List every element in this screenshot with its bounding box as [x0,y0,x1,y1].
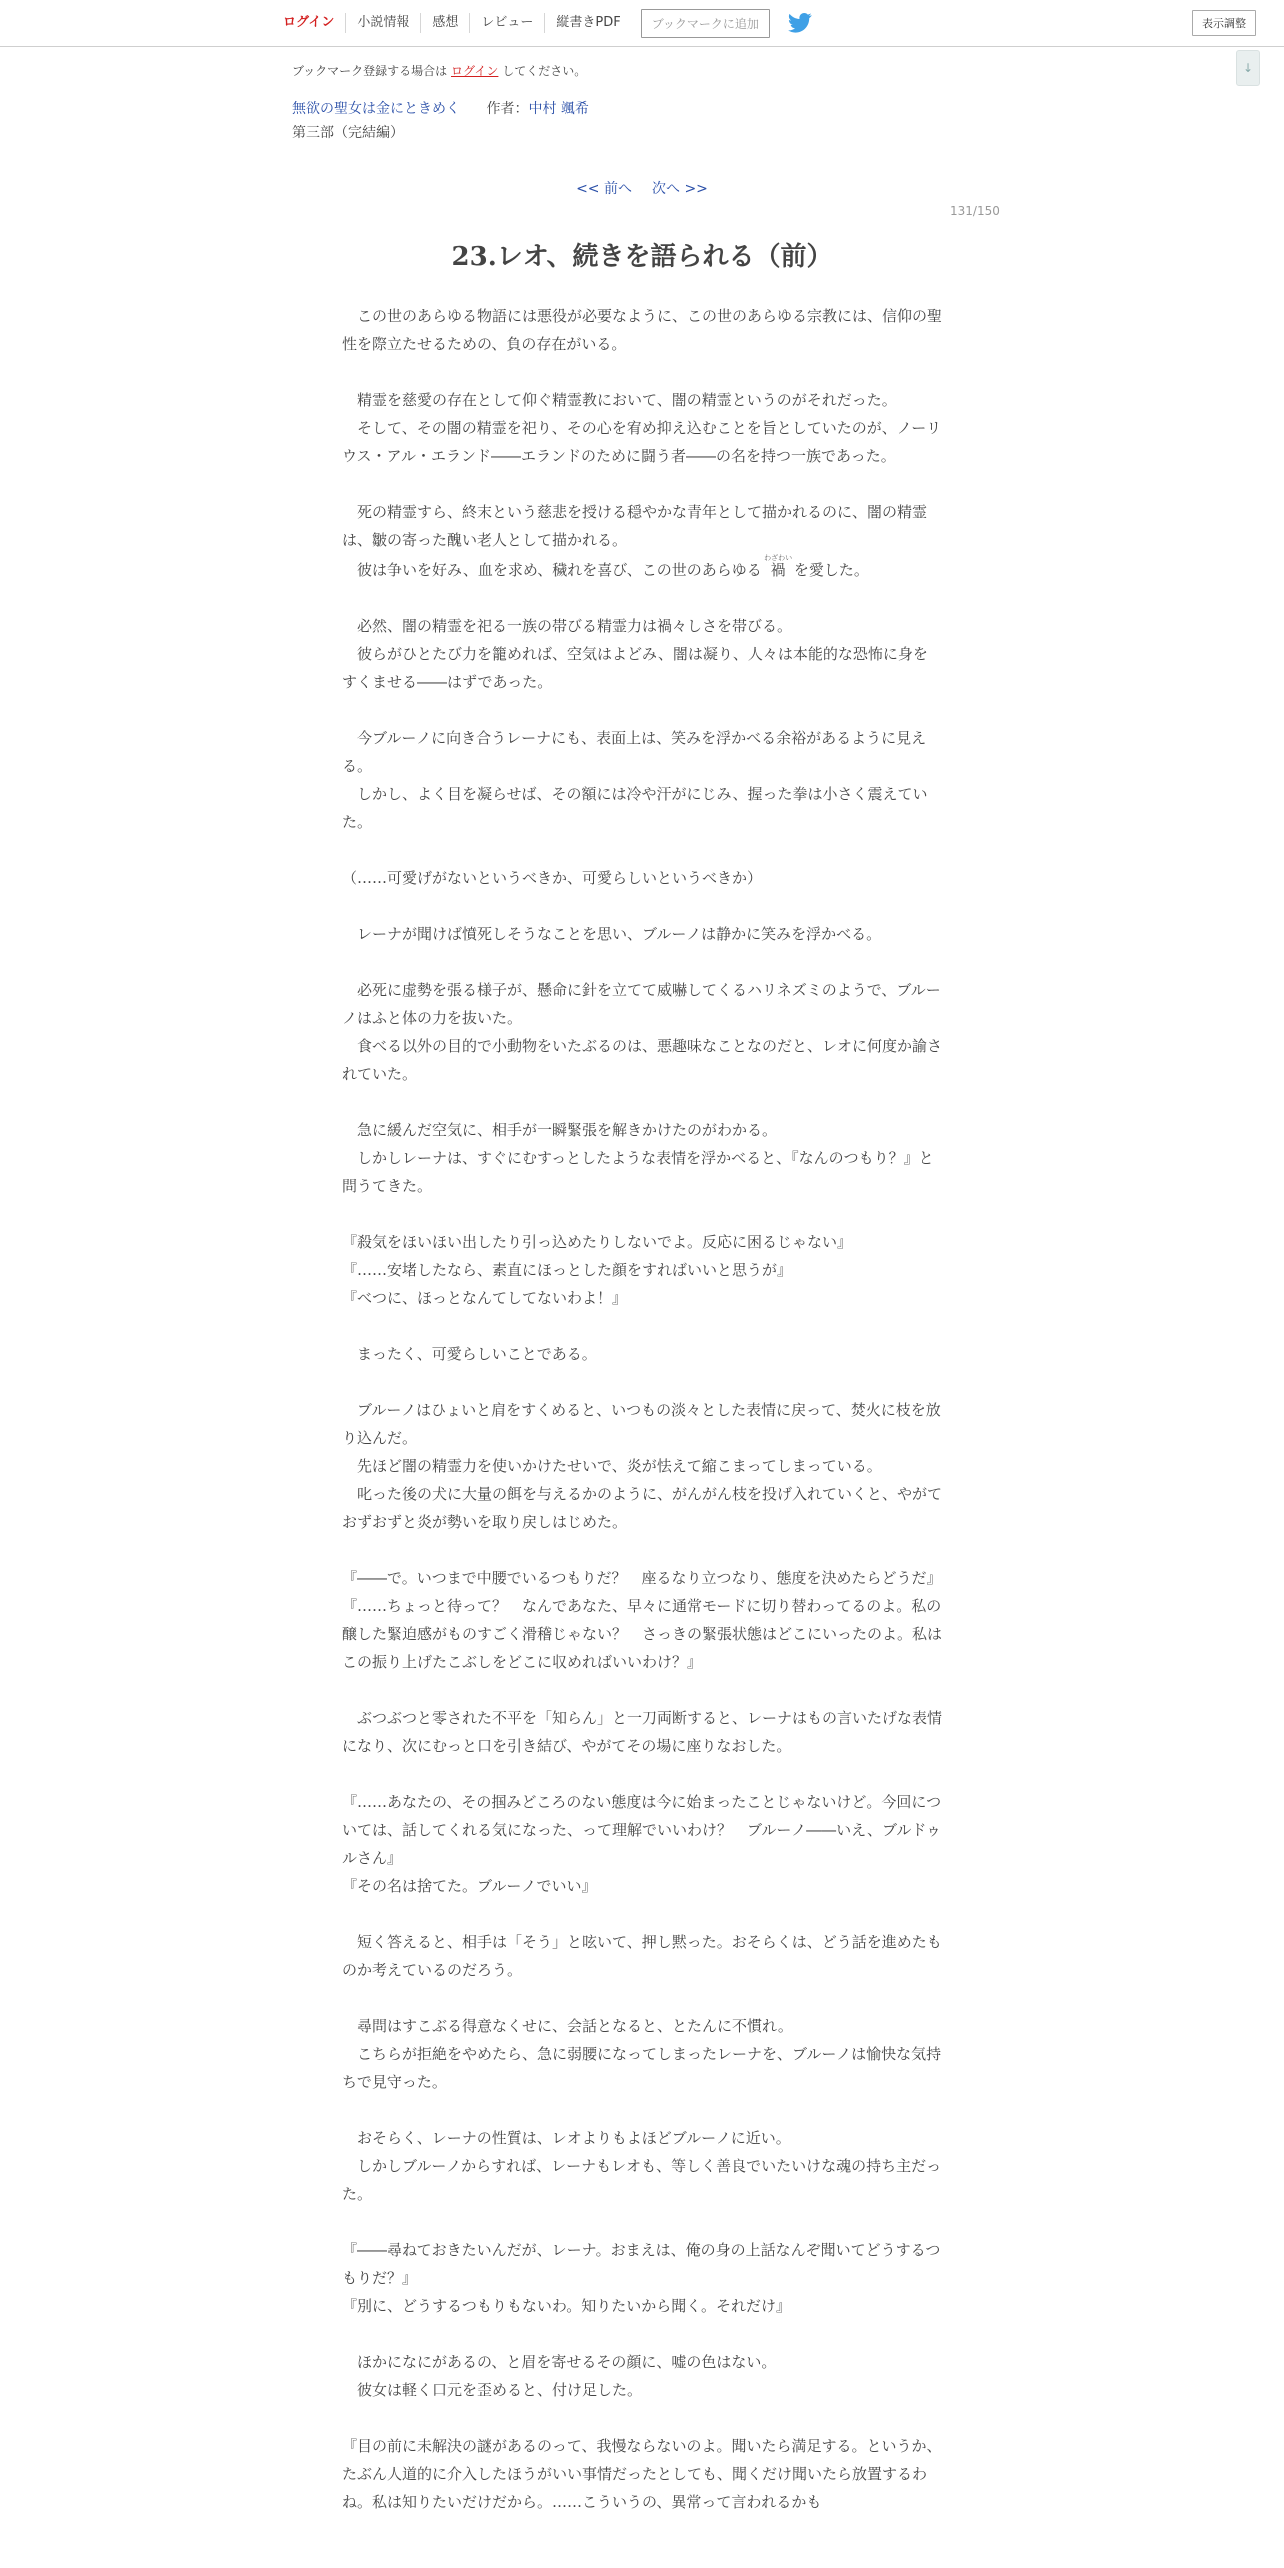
notice-text-before: ブックマーク登録する場合は [292,64,448,78]
scroll-down-tab[interactable]: ↓ [1236,50,1260,86]
body-paragraph [342,2124,942,2208]
body-line: 彼女は軽く口元を歪めると、付け足した。 [357,2381,643,2399]
main-nav [272,0,812,46]
add-bookmark-button[interactable]: ブックマークに追加 [641,9,770,38]
body-line: 『べつに、ほっとなんてしてないわよ！』 [342,1289,628,1307]
body-line: しかしレーナは、すぐにむすっとしたような表情を浮かべると、『なんのつもり？』と問うてきた。 [342,1149,934,1195]
ruby-base: 禍 [764,561,793,579]
body-paragraph [342,976,942,1088]
body-line: 先ほど闇の精霊力を使いかけたせいで、炎が怯えて縮こまってしまっている。 [357,1457,882,1475]
body-line: 『――で。いつまで中腰でいるつもりだ？ 座るなり立つなり、態度を決めたらどうだ』 [342,1569,942,1587]
body-paragraph [342,612,942,696]
body-line: 短く答えると、相手は「そう」と呟いて、押し黙った。おそらくは、どう話を進めたものか考えているのだろう。 [342,1933,942,1979]
body-line: 『……安堵したなら、素直にほっとした顔をすればいいと思うが』 [342,1261,793,1279]
body-line: 必死に虚勢を張る様子が、懸命に針を立てて威嚇してくるハリネズミのようで、ブルーノはふと体の力を抜いた。 [342,981,941,1027]
body-line: まったく、可愛らしいことである。 [357,1345,597,1363]
body-paragraph [342,386,942,470]
body-line: 『目の前に未解決の謎があるのって、我慢ならないのよ。聞いたら満足する。というか、たぶん人道的に介入したほうがいい事情だったとしても、聞くだけ聞いたら放置するわね。私は知りたいだけだから。……こういうの、異常って言われるかも [342,2437,942,2511]
ruby-after-text: を愛した。 [789,561,869,579]
impressions-link[interactable]: 感想 [420,13,469,33]
chapter-body [342,302,942,2544]
body-paragraph [342,864,942,892]
body-line: 彼は争いを好み、血を求め、穢れを喜び、この世のあらゆる 禍わざわい を愛した。 [357,554,869,579]
body-line: こちらが拒絶をやめたら、急に弱腰になってしまったレーナを、ブルーノは愉快な気持ちで見守った。 [342,2045,942,2091]
body-line: 『別に、どうするつもりもないわ。知りたいから聞く。それだけ』 [342,2297,791,2315]
body-paragraph [342,498,942,584]
body-paragraph [342,302,942,358]
body-paragraph [342,1704,942,1760]
body-paragraph [342,1788,942,1900]
notice-login-link[interactable]: ログイン [451,64,499,78]
body-paragraph [342,2236,942,2320]
body-paragraph [342,2348,942,2404]
body-line: おそらく、レーナの性質は、レオよりもよほどブルーノに近い。 [357,2129,791,2147]
body-line: しかし、よく目を凝らせば、その額には冷や汗がにじみ、握った拳は小さく震えていた。 [342,785,928,831]
review-link[interactable]: レビュー [469,13,544,33]
novel-info-link[interactable]: 小説情報 [345,13,420,33]
body-line: （……可愛げがないというべきか、可愛らしいというべきか） [342,869,763,887]
body-line: そして、その闇の精霊を祀り、その心を宥め抑え込むことを旨としていたのが、ノーリウス・アル・エランド――エランドのために闘う者――の名を持つ一族であった。 [342,419,942,465]
body-paragraph [342,1564,942,1676]
body-line: レーナが聞けば憤死しそうなことを思い、ブルーノは静かに笑みを浮かべる。 [357,925,882,943]
body-paragraph [342,1340,942,1368]
body-line: 『……ちょっと待って？ なんであなた、早々に通常モードに切り替わってるのよ。私の醸した緊迫感がものすごく滑稽じゃない？ さっきの緊張状態はどこにいったのよ。私はこの振り上げたこぶしをどこに収めればいいわけ？』 [342,1597,943,1671]
body-line: 尋問はすこぶる得意なくせに、会話となると、とたんに不慣れ。 [357,2017,793,2035]
author-link[interactable]: 中村 颯希 [528,101,589,117]
body-line: 叱った後の犬に大量の餌を与えるかのように、がんがん枝を投げ入れていくと、やがておずおずと炎が勢いを取り戻しはじめた。 [342,1485,943,1531]
body-paragraph [342,724,942,836]
display-settings-button[interactable]: 表示調整 [1192,10,1256,36]
body-line: 精霊を慈愛の存在として仰ぐ精霊教において、闇の精霊というのがそれだった。 [357,391,897,409]
chapter-pager [0,178,1284,198]
bookmark-login-notice [292,62,586,79]
ruby-word [764,554,793,579]
body-paragraph [342,1116,942,1200]
body-line: 『殺気をほいほい出したり引っ込めたりしないでよ。反応に困るじゃない』 [342,1233,853,1251]
body-paragraph [342,1228,942,1312]
body-paragraph [342,920,942,948]
author-label: 作者： [486,101,529,117]
body-paragraph [342,2432,942,2516]
login-link[interactable]: ログイン [283,15,335,30]
body-line: 急に緩んだ空気に、相手が一瞬緊張を解きかけたのがわかる。 [357,1121,778,1139]
body-paragraph [342,1928,942,1984]
body-line: 死の精霊すら、終末という慈悲を授ける穏やかな青年として描かれるのに、闇の精霊は、皺の寄った醜い老人として描かれる。 [342,503,928,549]
body-paragraph [342,1396,942,1536]
body-line: 必然、闇の精霊を祀る一族の帯びる精霊力は禍々しさを帯びる。 [357,617,793,635]
body-line: ぶつぶつと零された不平を「知らん」と一刀両断すると、レーナはもの言いたげな表情になり、次にむっと口を引き結び、やがてその場に座りなおした。 [342,1709,943,1755]
body-line: ブルーノはひょいと肩をすくめると、いつもの淡々とした表情に戻って、焚火に枝を放り込んだ。 [342,1401,941,1447]
page-number: 131/150 [950,204,1000,218]
body-line: 『その名は捨てた。ブルーノでいい』 [342,1877,597,1895]
novel-title-link[interactable]: 無欲の聖女は金にときめく [292,101,460,117]
body-line: 今ブルーノに向き合うレーナにも、表面上は、笑みを浮かべる余裕があるように見える。 [342,729,927,775]
body-line: 『――尋ねておきたいんだが、レーナ。おまえは、俺の身の上話なんぞ聞いてどうするつもりだ？』 [342,2241,941,2287]
prev-chapter-link[interactable]: << 前へ [576,181,632,197]
body-line: この世のあらゆる物語には悪役が必要なように、この世のあらゆる宗教には、信仰の聖性を際立たせるための、負の存在がいる。 [342,307,943,353]
notice-text-after: してください。 [502,64,587,78]
part-label: 第三部（完結編） [292,125,404,141]
twitter-icon[interactable] [788,13,812,33]
body-line: 食べる以外の目的で小動物をいたぶるのは、悪趣味なことなのだと、レオに何度か諭されていた。 [342,1037,943,1083]
next-chapter-link[interactable]: 次へ >> [652,181,708,197]
vertical-pdf-link[interactable]: 縦書きPDF [544,13,631,33]
body-paragraph [342,2012,942,2096]
body-line: 彼らがひとたび力を籠めれば、空気はよどみ、闇は凝り、人々は本能的な恐怖に身をすくませる――はずであった。 [342,645,928,691]
novel-header [292,98,589,118]
body-line: しかしブルーノからすれば、レーナもレオも、等しく善良でいたいけな魂の持ち主だった。 [342,2157,942,2203]
body-line: ほかになにがあるの、と眉を寄せるその顔に、嘘の色はない。 [357,2353,777,2371]
ruby-reading: わざわい [764,554,793,562]
chapter-title: 23.レオ、続きを語られる（前） [451,242,833,272]
body-line: 『……あなたの、その掴みどころのない態度は今に始まったことじゃないけど。今回については、話してくれる気になった、って理解でいいわけ？ ブルーノ――いえ、ブルドゥルさん』 [342,1793,942,1867]
top-navigation-bar [0,0,1284,47]
